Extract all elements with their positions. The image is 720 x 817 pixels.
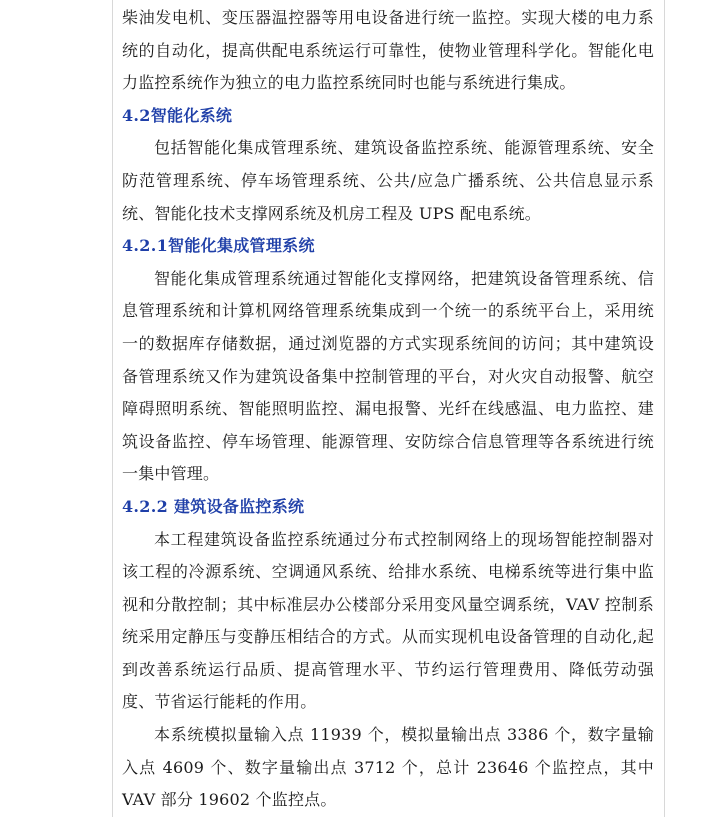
section-paragraph-4-2: 包括智能化集成管理系统、建筑设备监控系统、能源管理系统、安全防范管理系统、停车场管理系统、公共/应急广播系统、公共信息显示系统、智能化技术支撑网系统及机房工程及 UPS 配电系统。: [122, 138, 654, 223]
section-paragraph-4-2-2-b: 本系统模拟量输入点 11939 个，模拟量输出点 3386 个，数字量输入点 4609 个、数字量输出点 3712 个，总计 23646 个监控点，其中 VAV 部分 19602 个监控点。: [122, 725, 654, 810]
right-margin-guide: [664, 0, 665, 817]
section-heading-4-2-1: 4.2.1智能化集成管理系统: [122, 236, 315, 256]
section-heading-4-2-2: 4.2.2 建筑设备监控系统: [122, 496, 305, 516]
left-margin-guide: [112, 0, 113, 817]
document-body: [122, 2, 654, 817]
section-paragraph-4-2-1: 智能化集成管理系统通过智能化支撑网络，把建筑设备管理系统、信息管理系统和计算机网络管理系统集成到一个统一的系统平台上，采用统一的数据库存储数据，通过浏览器的方式实现系统间的访问；其中建筑设备管理系统又作为建筑设备集中控制管理的平台，对火灾自动报警、航空障碍照明系统、智能照明监控、漏电报警、光纤在线感温、电力监控、建筑设备监控、停车场管理、能源管理、安防综合信息管理等各系统进行统一集中管理。: [122, 268, 654, 484]
section-paragraph-4-2-2-a: 本工程建筑设备监控系统通过分布式控制网络上的现场智能控制器对该工程的冷源系统、空调通风系统、给排水系统、电梯系统等进行集中监视和分散控制；其中标准层办公楼部分采用变风量空调系统，VAV 控制系统采用定静压与变静压相结合的方式。从而实现机电设备管理的自动化,起到改善系统运行品质、提高管理水平、节约运行管理费用、降低劳动强度、节省运行能耗的作用。: [122, 529, 654, 712]
intro-paragraph: 柴油发电机、变压器温控器等用电设备进行统一监控。实现大楼的电力系统的自动化，提高供配电系统运行可靠性，使物业管理科学化。智能化电力监控系统作为独立的电力监控系统同时也能与系统进行集成。: [122, 8, 654, 93]
section-heading-4-2: 4.2智能化系统: [122, 105, 233, 125]
